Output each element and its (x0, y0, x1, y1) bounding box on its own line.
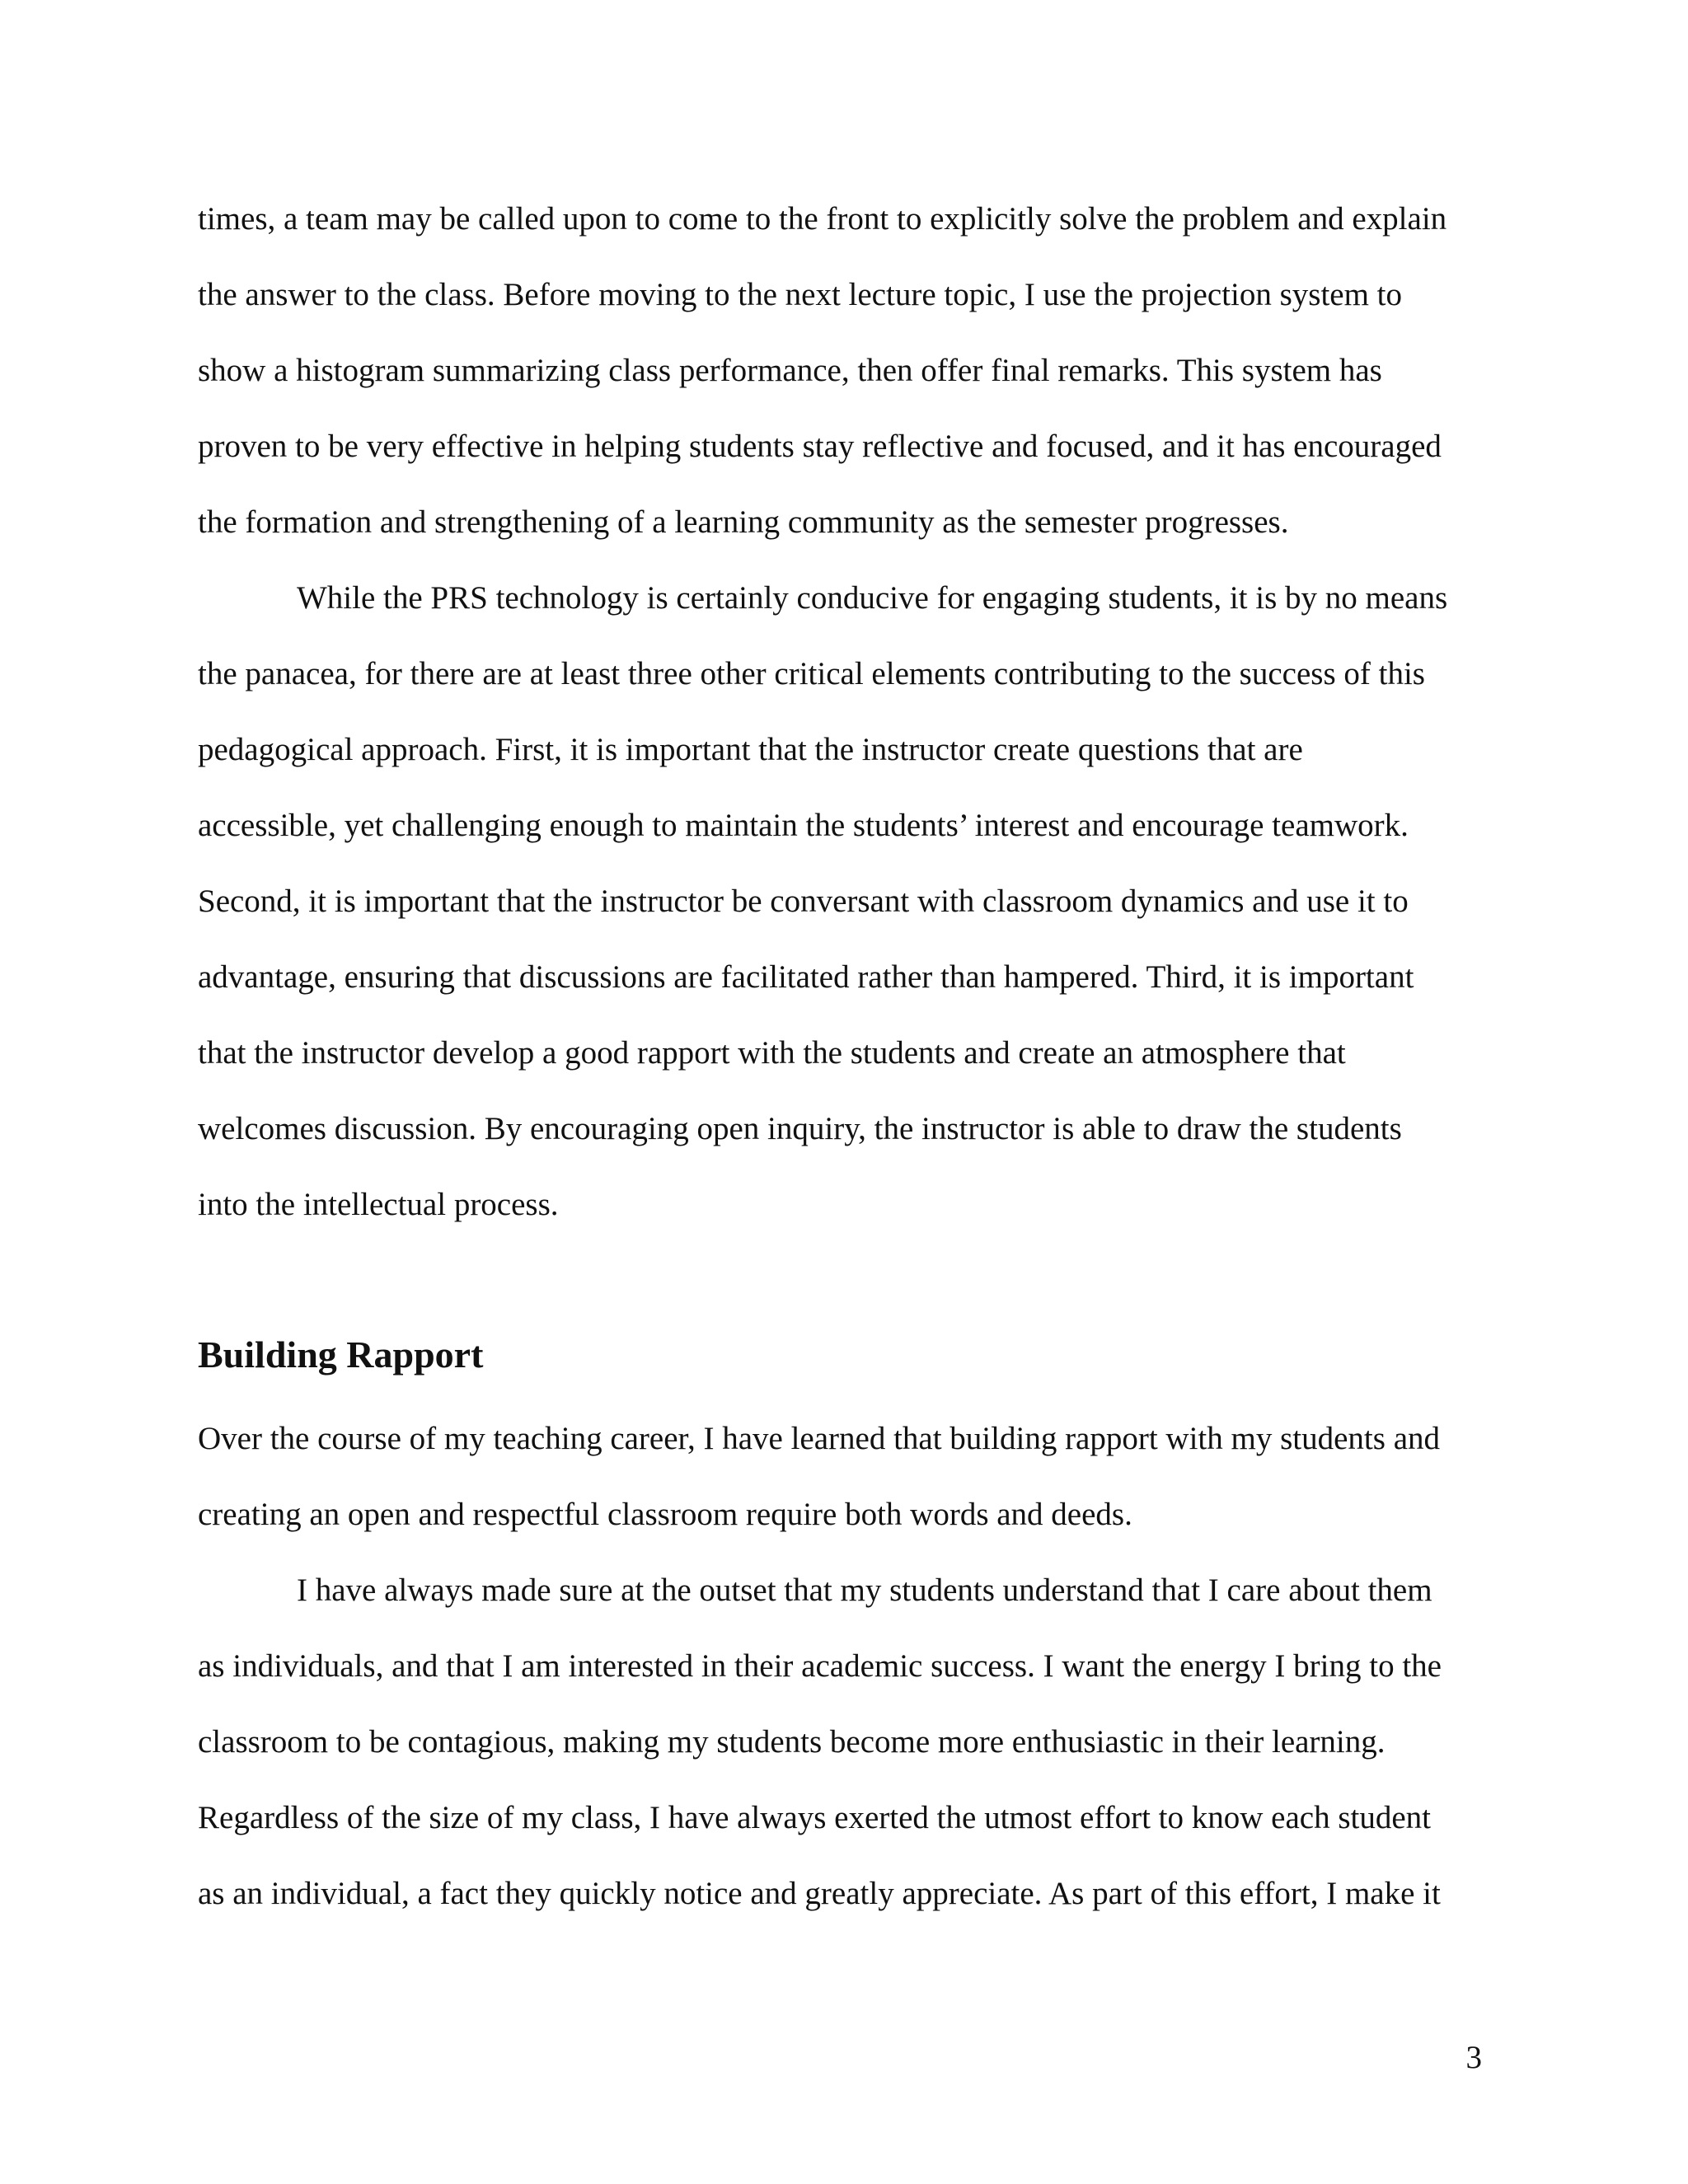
paragraph-prs-system (198, 181, 1492, 560)
text-line: times, a team may be called upon to come to the front to explicitly solve the problem and explain (198, 201, 1447, 237)
text-line: creating an open and respectful classroom require both words and deeds. (198, 1497, 1132, 1532)
text-line: Regardless of the size of my class, I have always exerted the utmost effort to know each student (198, 1800, 1431, 1835)
text-line: While the PRS technology is certainly conducive for engaging students, it is by no means (297, 580, 1448, 616)
text-line: the formation and strengthening of a learning community as the semester progresses. (198, 504, 1289, 540)
text-line: show a histogram summarizing class performance, then offer final remarks. This system has (198, 353, 1382, 388)
text-line: classroom to be contagious, making my students become more enthusiastic in their learning. (198, 1724, 1386, 1760)
text-line: accessible, yet challenging enough to maintain the students’ interest and encourage teamwork. (198, 808, 1409, 843)
text-line: into the intellectual process. (198, 1187, 559, 1222)
text-line: welcomes discussion. By encouraging open inquiry, the instructor is able to draw the students (198, 1111, 1402, 1146)
text-line: that the instructor develop a good rapport with the students and create an atmosphere that (198, 1035, 1346, 1071)
paragraph-rapport-intro (198, 1401, 1492, 1553)
page-number: 3 (1465, 2040, 1482, 2075)
text-line: Second, it is important that the instructor be conversant with classroom dynamics and use it to (198, 883, 1409, 919)
text-line: Over the course of my teaching career, I have learned that building rapport with my students and (198, 1421, 1441, 1456)
text-line: pedagogical approach. First, it is important that the instructor create questions that are (198, 732, 1303, 767)
text-line: I have always made sure at the outset that my students understand that I care about them (297, 1572, 1432, 1608)
text-line: as an individual, a fact they quickly notice and greatly appreciate. As part of this effort, I make it (198, 1876, 1441, 1911)
text-line: advantage, ensuring that discussions are facilitated rather than hampered. Third, it is important (198, 959, 1414, 995)
text-line: the answer to the class. Before moving to the next lecture topic, I use the projection system to (198, 277, 1403, 312)
text-line: proven to be very effective in helping students stay reflective and focused, and it has encouraged (198, 429, 1442, 464)
text-line: the panacea, for there are at least three other critical elements contributing to the success of this (198, 656, 1425, 691)
paragraph-caring-students (198, 1553, 1492, 1932)
text-line: as individuals, and that I am interested in their academic success. I want the energy I bring to the (198, 1648, 1442, 1684)
paragraph-critical-elements (198, 560, 1492, 1243)
section-heading: Building Rapport (198, 1333, 484, 1376)
